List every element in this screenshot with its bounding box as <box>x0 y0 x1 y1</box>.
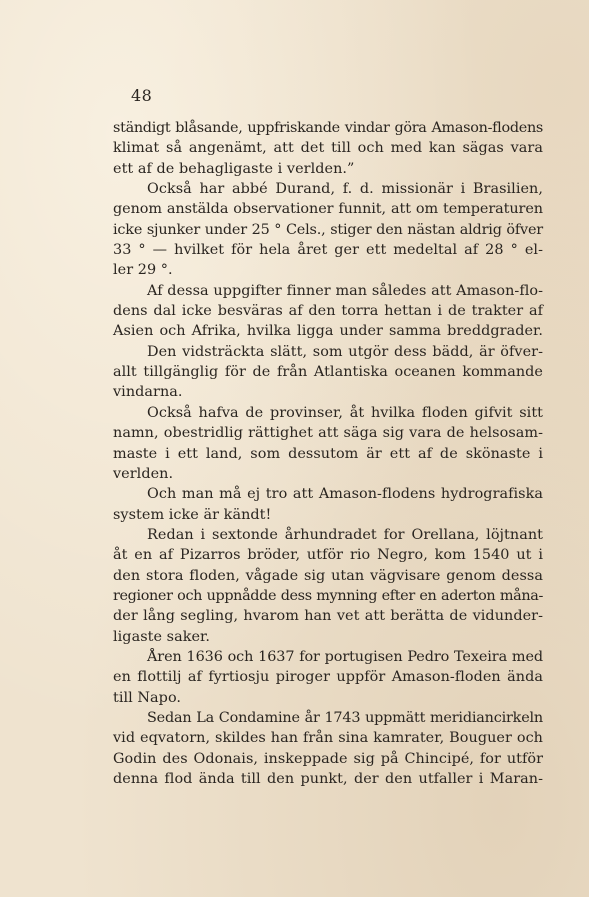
page-number: 48 <box>131 86 153 105</box>
text-line: verlden. <box>113 465 174 482</box>
text-line: allt tillgänglig för de från Atlantiska oceanen kommande <box>113 364 543 381</box>
text-line: en flottilj af fyrtiosju piroger uppför Amason-floden ända <box>113 669 543 686</box>
text-line: åt en af Pizarros bröder, utför rio Negro, kom 1540 ut i <box>113 547 543 564</box>
text-line: system icke är kändt! <box>113 506 272 523</box>
text-line: ligaste saker. <box>113 628 211 645</box>
text-line: regioner och uppnådde dess mynning efter en aderton måna- <box>113 587 543 604</box>
text-line: Och man må ej tro att Amason-flodens hydrografiska <box>147 486 543 503</box>
text-line: dens dal icke besväras af den torra hettan i de trakter af <box>113 303 543 320</box>
text-line: Den vidsträckta slätt, som utgör dess bädd, är öfver- <box>147 343 543 360</box>
text-line: der lång segling, hvarom han vet att berätta de vidunder- <box>113 608 543 625</box>
text-line: ler 29 °. <box>113 262 173 279</box>
text-line: Också har abbé Durand, f. d. missionär i Brasilien, <box>147 181 543 198</box>
text-line: ständigt blåsande, uppfriskande vindar göra Amason-flodens <box>113 120 543 136</box>
text-line: Asien och Afrika, hvilka ligga under samma breddgrader. <box>113 323 543 340</box>
text-line: maste i ett land, som dessutom är ett af de skönaste i <box>113 445 543 462</box>
text-line: den stora floden, vågade sig utan vägvisare genom dessa <box>113 567 543 584</box>
text-line: Åren 1636 och 1637 for portugisen Pedro Texeira med <box>147 648 543 665</box>
text-line: Redan i sextonde århundradet for Orellana, löjtnant <box>147 526 543 543</box>
text-line: icke sjunker under 25 ° Cels., stiger den nästan aldrig öfver <box>113 221 543 238</box>
text-line: namn, obestridlig rättighet att säga sig vara de helsosam- <box>113 425 543 442</box>
text-line: 33 ° — hvilket för hela året ger ett medeltal af 28 ° el- <box>113 242 543 259</box>
text-line: denna flod ända till den punkt, der den utfaller i Maran- <box>113 771 543 787</box>
text-line: till Napo. <box>113 689 182 706</box>
text-line: vid eqvatorn, skildes han från sina kamrater, Bouguer och <box>113 730 543 747</box>
body-text <box>113 118 543 789</box>
text-line: klimat så angenämt, att det till och med kan sägas vara <box>113 140 543 157</box>
text-line: genom anstälda observationer funnit, att om temperaturen <box>113 201 543 218</box>
text-line: Sedan La Condamine år 1743 uppmätt meridiancirkeln <box>147 709 543 726</box>
text-line: ett af de behagligaste i verlden.” <box>113 160 355 177</box>
text-line: vindarna. <box>113 384 183 401</box>
text-line: Också hafva de provinser, åt hvilka floden gifvit sitt <box>147 404 543 421</box>
text-line: Af dessa uppgifter finner man således att Amason-flo- <box>147 282 543 299</box>
text-line: Godin des Odonais, inskeppade sig på Chincipé, for utför <box>113 750 543 767</box>
